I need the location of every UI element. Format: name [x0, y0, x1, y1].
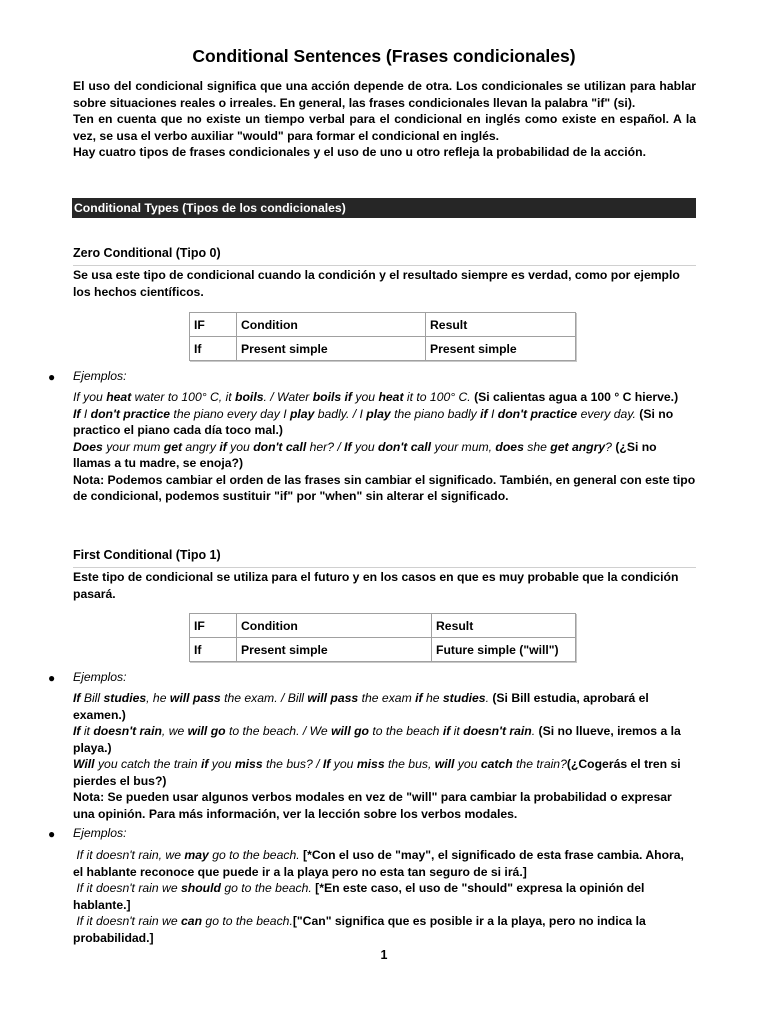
table-cell: IF [190, 614, 237, 638]
first-conditional-heading: First Conditional (Tipo 1) [73, 548, 221, 562]
example-line: Does your mum get angry if you don't call her? / If you don't call your mum, does she get angry? (¿Si no llamas a tu madre, se enoja?) [73, 439, 657, 470]
table-cell: Condition [237, 313, 426, 337]
nota-text: Nota: Se pueden usar algunos verbos modales en vez de "will" para cambiar la probabilidad o expresar una opinión. Para más información, ver la lección sobre los verbos modales. [73, 790, 672, 821]
first-conditional-table [189, 613, 576, 662]
example-line: If Bill studies, he will pass the exam. / Bill will pass the exam if he studies. (Si Bill estudia, aprobará el examen.) [73, 691, 649, 722]
bullet-icon: ● [48, 827, 56, 841]
table-cell: Present simple [237, 638, 432, 662]
example-line: If it doesn't rain, we will go to the beach. / We will go to the beach if it doesn't rain. (Si no llueve, iremos a la playa.) [73, 724, 681, 755]
section-header-bar: Conditional Types (Tipos de los condicionales) [72, 198, 696, 218]
table-header-row [190, 313, 576, 337]
table-cell: IF [190, 313, 237, 337]
intro-line-3: Hay cuatro tipos de frases condicionales y el uso de uno u otro refleja la probabilidad de la acción. [73, 145, 646, 159]
first-examples [73, 690, 696, 822]
example-line: If it doesn't rain, we may go to the beach. [*Con el uso de "may", el significado de esta frase cambia. Ahora, el hablante reconoce que puede ir a la playa pero no esta tan seguro de si irá.] [73, 848, 684, 879]
table-header-row [190, 614, 576, 638]
zero-conditional-heading: Zero Conditional (Tipo 0) [73, 246, 221, 260]
table-cell: If [190, 638, 237, 662]
intro-line-1: El uso del condicional significa que una acción depende de otra. Los condicionales se utilizan para hablar sobre situaciones reales o irreales. En general, las frases condicionales llevan la palabra "if" (si). [73, 79, 696, 110]
examples-label: Ejemplos: [73, 826, 127, 840]
table-row [190, 337, 576, 361]
zero-conditional-description: Se usa este tipo de condicional cuando la condición y el resultado siempre es verdad, como por ejemplo los hechos científicos. [73, 265, 696, 301]
table-cell: Future simple ("will") [432, 638, 576, 662]
page-title: Conditional Sentences (Frases condicionales) [192, 46, 576, 66]
table-cell: Result [426, 313, 576, 337]
zero-conditional-table [189, 312, 576, 361]
table-cell: Condition [237, 614, 432, 638]
bullet-icon: ● [48, 671, 56, 685]
example-line: If I don't practice the piano every day I play badly. / I play the piano badly if I don't practice every day. (Si no practico el piano cada día toco mal.) [73, 406, 674, 437]
bullet-icon: ● [48, 370, 56, 384]
examples-label: Ejemplos: [73, 670, 127, 684]
example-line: If it doesn't rain we can go to the beach.["Can" significa que es posible ir a la playa, pero no indica la probabilidad.] [73, 914, 646, 945]
intro-line-2: Ten en cuenta que no existe un tiempo verbal para el condicional en inglés como existe en español. A la vez, se usa el verbo auxiliar "would" para formar el condicional en inglés. [73, 112, 696, 143]
example-line: If it doesn't rain we should go to the beach. [*En este caso, el uso de "should" expresa la opinión del hablante.] [73, 881, 645, 912]
table-cell: Result [432, 614, 576, 638]
zero-examples [73, 389, 696, 505]
examples-label: Ejemplos: [73, 369, 127, 383]
example-line: Will you catch the train if you miss the bus? / If you miss the bus, will you catch the train?(¿Cogerás el tren si pierdes el bus?) [73, 757, 681, 788]
example-line: If you heat water to 100° C, it boils. / Water boils if you heat it to 100° C. (Si calientas agua a 100 ° C hierve.) [73, 390, 679, 404]
nota-text: Nota: Podemos cambiar el orden de las frases sin cambiar el significado. También, en general con este tipo de condicional, podemos sustituir "if" por "when" sin alterar el significado. [73, 472, 696, 503]
table-row [190, 638, 576, 662]
first-conditional-description: Este tipo de condicional se utiliza para el futuro y en los casos en que es muy probable que la condición pasará. [73, 567, 696, 603]
table-cell: Present simple [426, 337, 576, 361]
modal-examples [73, 847, 696, 946]
table-cell: If [190, 337, 237, 361]
intro-paragraph [73, 78, 696, 161]
table-cell: Present simple [237, 337, 426, 361]
page-number: 1 [380, 948, 388, 962]
